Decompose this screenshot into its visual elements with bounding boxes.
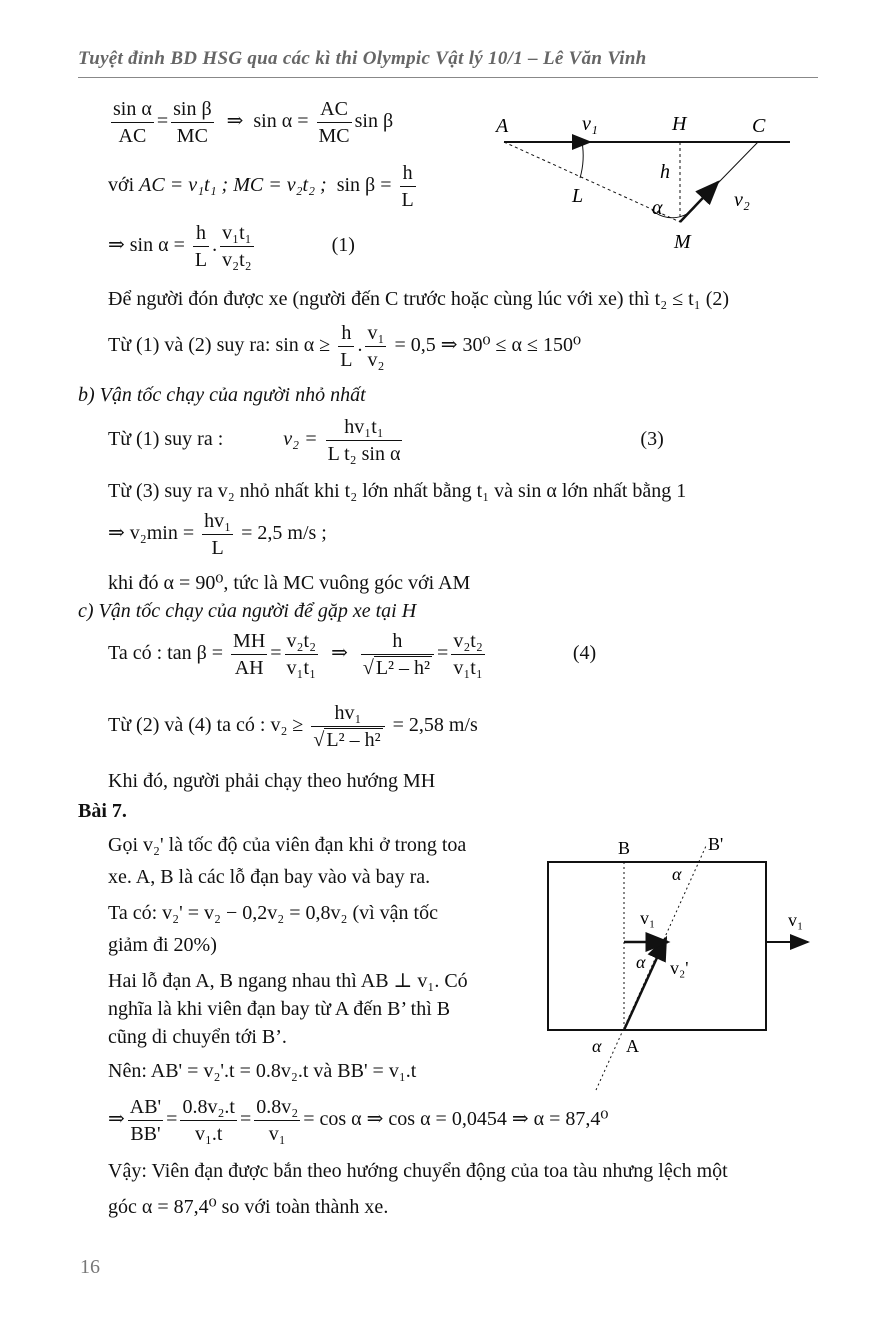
label-alpha-mid: α <box>636 952 646 972</box>
label-Bp: B' <box>708 834 724 854</box>
inequality-line: Từ (1) và (2) suy ra: sin α ≥ $\frac{h}{L}$ . $\frac{\text{v₁}}{\text{v₂}}$ = 0,5 ⇒ 30⁰ ≤ α ≤ 150⁰ <box>108 322 581 371</box>
equation-definitions: với AC = v₁t₁ ; MC = v₂t₂ ; sin β = $\frac{h}{L}$ <box>108 162 414 211</box>
conclusion-line-2: góc α = 87,4⁰ so với toàn thành xe. <box>108 1196 389 1218</box>
p7-line-4: giảm đi 20%) <box>108 934 217 956</box>
cos-equation: ⇒ $\frac{AB'}{BB'}$ = $\frac{\text{0.8v₂.t}}{\text{v₁.t}}$ = $\frac{\text{0.8v₂}}{\text{v₁}}$ = cos α ⇒ cos α = 0,0454 ⇒ α = 87,4⁰ <box>108 1096 609 1145</box>
label-alpha-top: α <box>672 864 682 884</box>
p7-line-2: xe. A, B là các lỗ đạn bay vào và bay ra. <box>108 866 431 888</box>
p7-line-8: Nên: AB' = v₂'.t = 0.8v₂.t và BB' = v₁.t <box>108 1060 417 1082</box>
v2-inequality: Từ (2) và (4) ta có : v₂ ≥ $\frac{\text{hv₁}}{\text{√ L² – h²}}$ = 2,58 m/s <box>108 702 478 751</box>
label-H: H <box>672 113 687 135</box>
p7-line-3: Ta có: v₂' = v₂ − 0,2v₂ = 0,8v₂ (vì vận tốc <box>108 902 438 924</box>
figure-triangle <box>490 104 810 264</box>
section-b-heading: b) Vận tốc chạy của người nhỏ nhất <box>78 384 366 406</box>
label-B: B <box>618 838 631 858</box>
equation-3: Từ (1) suy ra : v₂ = $\frac{\text{hv₁t₁}}{\text{L t₂ sin α}}$ (3) <box>108 416 664 465</box>
label-alpha: α <box>652 197 663 219</box>
from3-text: Từ (3) suy ra v₂ nhỏ nhất khi t₂ lớn nhất bằng t₁ và sin α lớn nhất bằng 1 <box>108 480 687 502</box>
running-header: Tuyệt đỉnh BD HSG qua các kì thi Olympic Vật lý 10/1 – Lê Văn Vinh <box>78 48 647 69</box>
equation-sine-rule: $\frac{\text{sin α}}{AC}$ = $\frac{\text{sin β}}{MC}$ ⇒ sin α = $\frac{AC}{MC}$ sin β <box>113 98 394 147</box>
header-rule <box>78 77 818 78</box>
label-v1-inner: v₁ <box>640 908 656 928</box>
label-A: A <box>626 1036 639 1056</box>
label-C: C <box>752 115 766 137</box>
v2-arrow <box>680 182 718 222</box>
label-v1-outer: v₁ <box>788 910 804 930</box>
label-v2p: v₂' <box>670 958 689 978</box>
p7-line-7: cũng di chuyển tới B’. <box>108 1026 287 1048</box>
beta-arc <box>580 142 583 178</box>
railcar-box <box>548 862 766 1030</box>
v2min-equation: ⇒ v₂min = $\frac{\text{hv₁}}{L}$ = 2,5 m/s ; <box>108 510 327 559</box>
section-c-heading: c) Vận tốc chạy của người để gặp xe tại H <box>78 600 417 622</box>
equation-1: ⇒ sin α = $\frac{h}{L}$ . $\frac{\text{v₁t₁}}{\text{v₂t₂}}$ (1) <box>108 222 355 271</box>
problem-7-heading: Bài 7. <box>78 800 127 822</box>
label-v1: v₁ <box>582 113 598 135</box>
label-v2: v₂ <box>734 189 750 211</box>
condition-text: Để người đón được xe (người đến C trước hoặc cùng lúc với xe) thì t₂ ≤ t₁ (2) <box>108 288 730 310</box>
label-A: A <box>496 115 509 137</box>
conclusion-line-1: Vậy: Viên đạn được bắn theo hướng chuyển động của toa tàu nhưng lệch một <box>108 1160 728 1182</box>
p7-line-1: Gọi v₂' là tốc độ của viên đạn khi ở trong toa <box>108 834 467 856</box>
alpha90-text: khi đó α = 90⁰, tức là MC vuông góc với AM <box>108 572 471 594</box>
p7-line-5: Hai lỗ đạn A, B ngang nhau thì AB ⊥ v₁. Có <box>108 970 468 992</box>
label-alpha-bottom: α <box>592 1036 602 1056</box>
direction-text: Khi đó, người phải chạy theo hướng MH <box>108 770 436 792</box>
page-number: 16 <box>80 1256 100 1278</box>
label-L: L <box>572 185 584 207</box>
label-M: M <box>674 231 691 253</box>
p7-line-6: nghĩa là khi viên đạn bay từ A đến B’ thì B <box>108 998 451 1020</box>
figure-railcar <box>540 834 820 1094</box>
equation-4: Ta có : tan β = $\frac{MH}{AH}$ = $\frac{\text{v₂t₂}}{\text{v₁t₁}}$ ⇒ $\frac{h}{\text{√ L² – h²}}$ = $\frac{\text{v₂t₂}}{\text{v₁t₁}}$ (4) <box>108 630 597 679</box>
label-h: h <box>660 161 670 183</box>
